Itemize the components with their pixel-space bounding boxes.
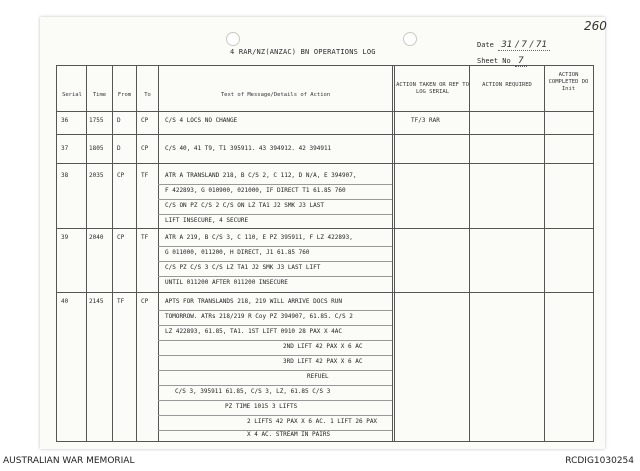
log-title: 4 RAR/NZ(ANZAC) BN OPERATIONS LOG	[230, 48, 376, 56]
text-rule	[158, 385, 392, 386]
entry-text-line: C/S 4 LOCS NO CHANGE	[165, 117, 238, 124]
punch-hole	[226, 32, 240, 46]
entry-time: 2145	[89, 298, 104, 305]
header-rule	[57, 111, 593, 112]
column-divider	[112, 66, 113, 441]
entry-from: CP	[117, 234, 125, 241]
entry-from: CP	[117, 172, 125, 179]
text-rule	[158, 415, 392, 416]
entry-time: 2040	[89, 234, 104, 241]
entry-text-line: PZ TIME 1015 3 LIFTS	[225, 403, 298, 410]
text-rule	[158, 370, 392, 371]
text-rule	[158, 199, 392, 200]
entry-text-line: LZ 422893, 61.85, TA1. 1ST LIFT 0910 28 PAX X 4AC	[165, 328, 343, 335]
row-rule	[57, 228, 593, 229]
header-action-required: ACTION REQUIRED	[482, 82, 532, 88]
header-to: To	[144, 92, 151, 98]
entry-text-line: C/S ON PZ C/S 2 C/S ON LZ TA1 J2 SMK J3 LAST	[165, 202, 324, 209]
text-rule	[158, 310, 392, 311]
entry-from: TF	[117, 298, 125, 305]
entry-text-line: C/S 40, 41 T9, T1 395911. 43 394912. 42 394911	[165, 145, 332, 152]
text-rule	[158, 325, 392, 326]
header-action-completed: ACTION COMPLETED DO Init	[548, 72, 589, 92]
entry-from: D	[117, 117, 121, 124]
log-sheet	[40, 17, 605, 449]
header-time: Time	[92, 92, 107, 98]
header-serial: Serial	[62, 92, 82, 98]
entry-text-line: 2 LIFTS 42 PAX X 6 AC. 1 LIFT 26 PAX	[247, 418, 378, 425]
text-rule	[158, 214, 392, 215]
column-divider	[392, 66, 395, 441]
header-action-taken: ACTION TAKEN OR REF TO LOG SERIAL	[396, 82, 469, 95]
entry-text-line: TOMORROW. ATRs 218/219 R Coy PZ 394907, 61.85. C/S 2	[165, 313, 353, 320]
punch-hole	[403, 32, 417, 46]
entry-to: TF	[141, 172, 149, 179]
column-divider	[86, 66, 87, 441]
text-rule	[158, 261, 392, 262]
row-rule	[57, 163, 593, 164]
row-rule	[57, 134, 593, 135]
page-number-annotation: 260	[584, 19, 607, 33]
entry-serial: 37	[61, 145, 69, 152]
entry-text-line: ATR A 219, B C/S 3, C 110, E PZ 395911, F LZ 422893,	[165, 234, 353, 241]
entry-to: CP	[141, 145, 149, 152]
entry-text-line: G 011000, 011200, H DIRECT, J1 61.85 760	[165, 249, 310, 256]
text-rule	[158, 400, 392, 401]
entry-text-line: F 422893, G 010900, 021000, IF DIRECT T1 61.85 760	[165, 187, 346, 194]
entry-text-line: C/S 3, 395911 61.85, C/S 3, LZ, 61.85 C/S 3	[175, 388, 331, 395]
entry-from: D	[117, 145, 121, 152]
date-value: 31 / 7 / 71	[498, 40, 550, 51]
sheet-number-field: Sheet No 7	[477, 56, 527, 66]
entry-to: CP	[141, 117, 149, 124]
entry-time: 1755	[89, 117, 104, 124]
date-field: Date 31 / 7 / 71	[477, 40, 550, 50]
column-divider	[469, 66, 470, 441]
sheet-value: 7	[515, 56, 527, 67]
entry-text-line: LIFT INSECURE, 4 SECURE	[165, 217, 249, 224]
entry-text-line: APTS FOR TRANSLANDS 218, 219 WILL ARRIVE DOCS RUN	[165, 298, 343, 305]
footer-record-id: RCDIG1030254	[565, 456, 634, 466]
entry-to: CP	[141, 298, 149, 305]
header-from: From	[117, 92, 132, 98]
log-table	[56, 65, 594, 442]
entry-text-line: 2ND LIFT 42 PAX X 6 AC	[283, 343, 363, 350]
text-rule	[158, 276, 392, 277]
entry-time: 1805	[89, 145, 104, 152]
text-rule	[158, 340, 392, 341]
text-rule	[158, 355, 392, 356]
entry-serial: 40	[61, 298, 69, 305]
footer-institution: AUSTRALIAN WAR MEMORIAL	[3, 456, 135, 466]
text-rule	[158, 246, 392, 247]
entry-text-line: 3RD LIFT 42 PAX X 6 AC	[283, 358, 363, 365]
entry-action-taken: TF/3 RAR	[411, 117, 440, 124]
entry-text-line: C/S PZ C/S 3 C/S LZ TA1 J2 SMK J3 LAST LIFT	[165, 264, 321, 271]
entry-text-line: REFUEL	[307, 373, 329, 380]
entry-text-line: ATR A TRANSLAND 218, B C/S 2, C 112, D N/A, E 394907,	[165, 172, 357, 179]
header-text: Text of Message/Details of Action	[220, 92, 331, 98]
column-divider	[544, 66, 545, 441]
entry-text-line: X 4 AC. STREAM IN PAIRS	[247, 431, 331, 438]
entry-to: TF	[141, 234, 149, 241]
entry-serial: 39	[61, 234, 69, 241]
entry-serial: 38	[61, 172, 69, 179]
entry-serial: 36	[61, 117, 69, 124]
entry-text-line: UNTIL 011200 AFTER 011200 INSECURE	[165, 279, 288, 286]
column-divider	[136, 66, 137, 441]
entry-time: 2035	[89, 172, 104, 179]
row-rule	[57, 292, 593, 293]
text-rule	[158, 184, 392, 185]
